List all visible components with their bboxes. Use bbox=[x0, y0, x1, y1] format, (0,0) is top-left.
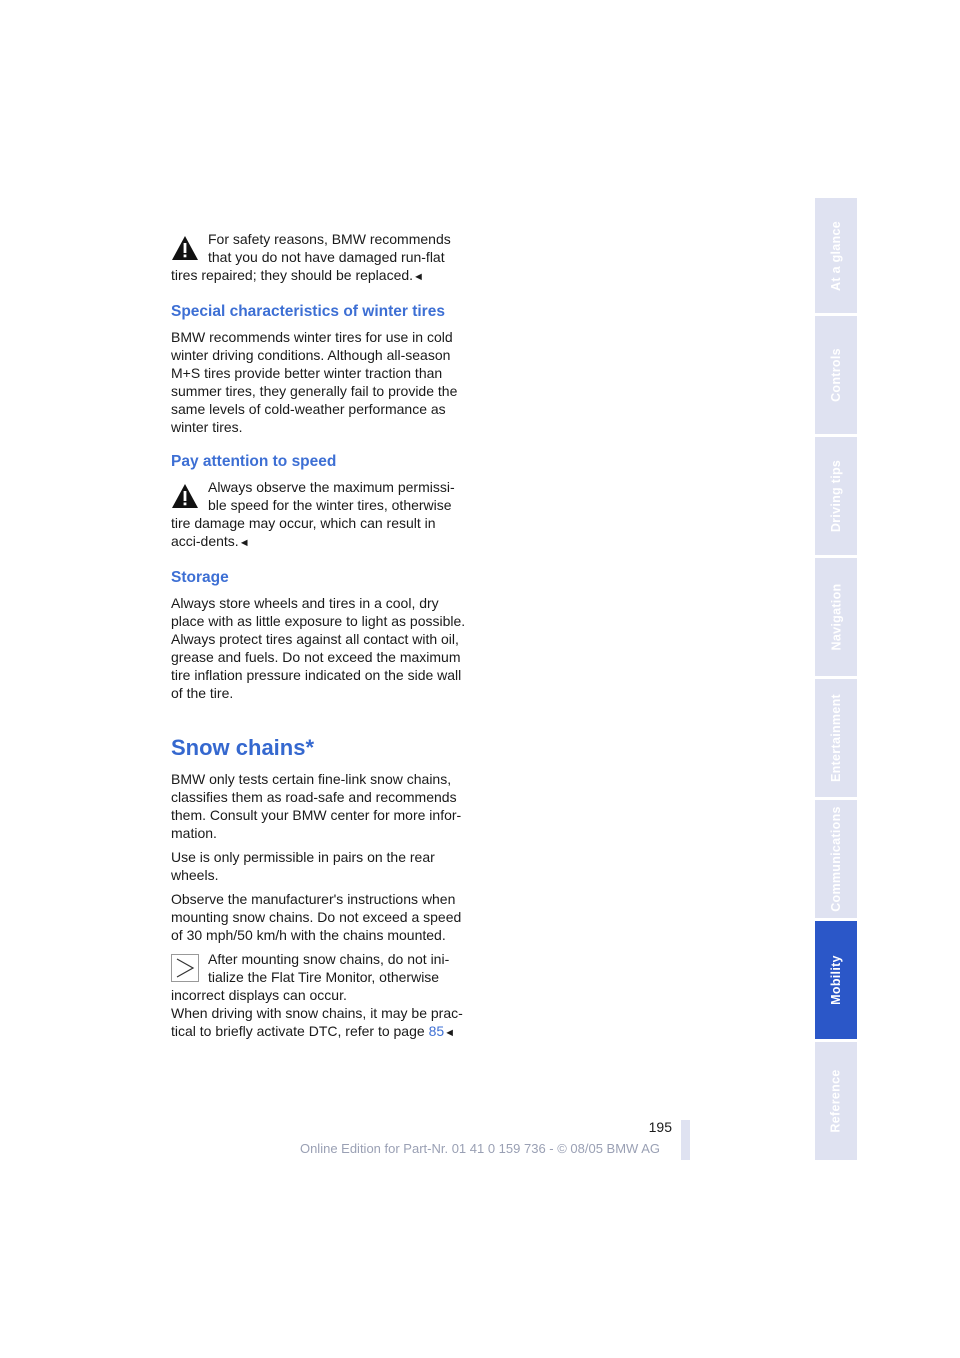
heading-speed: Pay attention to speed bbox=[171, 453, 337, 470]
warning-triangle-icon bbox=[171, 234, 199, 262]
note-text-2: When driving with snow chains, it may be prac-tical to briefly activate DTC, refer to page bbox=[171, 1005, 463, 1039]
tab-entertainment[interactable]: Entertainment bbox=[815, 679, 857, 797]
tab-driving-tips[interactable]: Driving tips bbox=[815, 437, 857, 555]
note-text-1: After mounting snow chains, do not ini-tialize the Flat Tire Monitor, otherwise incorrect displays can occur. bbox=[171, 951, 450, 1003]
tab-mobility[interactable]: Mobility bbox=[815, 921, 857, 1039]
warning-speed: Always observe the maximum permissi-ble speed for the winter tires, otherwise tire damage may occur, which can result in acci-dents.◄ bbox=[171, 479, 455, 549]
tab-navigation[interactable]: Navigation bbox=[815, 558, 857, 676]
tab-at-a-glance[interactable]: At a glance bbox=[815, 198, 857, 313]
tab-communications[interactable]: Communications bbox=[815, 800, 857, 918]
paragraph-snow-2: Use is only permissible in pairs on the rear wheels. bbox=[171, 849, 435, 883]
heading-storage: Storage bbox=[171, 569, 229, 586]
paragraph-storage: Always store wheels and tires in a cool, dry place with as little exposure to light as possible. Always protect tires against all contact with oil, grease and fuels. Do not exceed the maximum tire inflation pressure indicated on the side wall of the tire. bbox=[171, 595, 466, 701]
tab-reference[interactable]: Reference bbox=[815, 1042, 857, 1160]
page-number: 195 bbox=[648, 1119, 672, 1135]
footer-edition: Online Edition for Part-Nr. 01 41 0 159 736 - © 08/05 BMW AG bbox=[299, 1141, 661, 1156]
warning-triangle-icon bbox=[171, 482, 199, 510]
paragraph-snow-1: BMW only tests certain fine-link snow chains, classifies them as road-safe and recommends them. Consult your BMW center for more infor-mation. bbox=[171, 771, 462, 841]
warning-run-flat: For safety reasons, BMW recommends that you do not have damaged run-flat tires repaired; they should be replaced.◄ bbox=[171, 231, 451, 283]
paragraph-snow-3: Observe the manufacturer's instructions when mounting snow chains. Do not exceed a speed of 30 mph/50 km/h with the chains mounted. bbox=[171, 891, 462, 943]
heading-snow-chains: Snow chains* bbox=[171, 735, 315, 760]
section-tabs bbox=[815, 198, 857, 1160]
note-arrow-icon bbox=[171, 954, 199, 982]
page-link-85[interactable]: 85 bbox=[428, 1023, 445, 1039]
page-content bbox=[171, 230, 466, 1048]
heading-winter-tires: Special characteristics of winter tires bbox=[171, 303, 445, 320]
paragraph-winter-tires: BMW recommends winter tires for use in cold winter driving conditions. Although all-season M+S tires provide better winter traction than summer tires, they generally fail to provide the same levels of cold-weather performance as winter tires. bbox=[171, 329, 458, 435]
note-snow-chains: After mounting snow chains, do not ini-tialize the Flat Tire Monitor, otherwise incorrect displays can occur. When driving with snow chains, it may be prac-tical to briefly activate DTC, refer to page 85◄ bbox=[171, 950, 466, 1042]
tab-controls[interactable]: Controls bbox=[815, 316, 857, 434]
